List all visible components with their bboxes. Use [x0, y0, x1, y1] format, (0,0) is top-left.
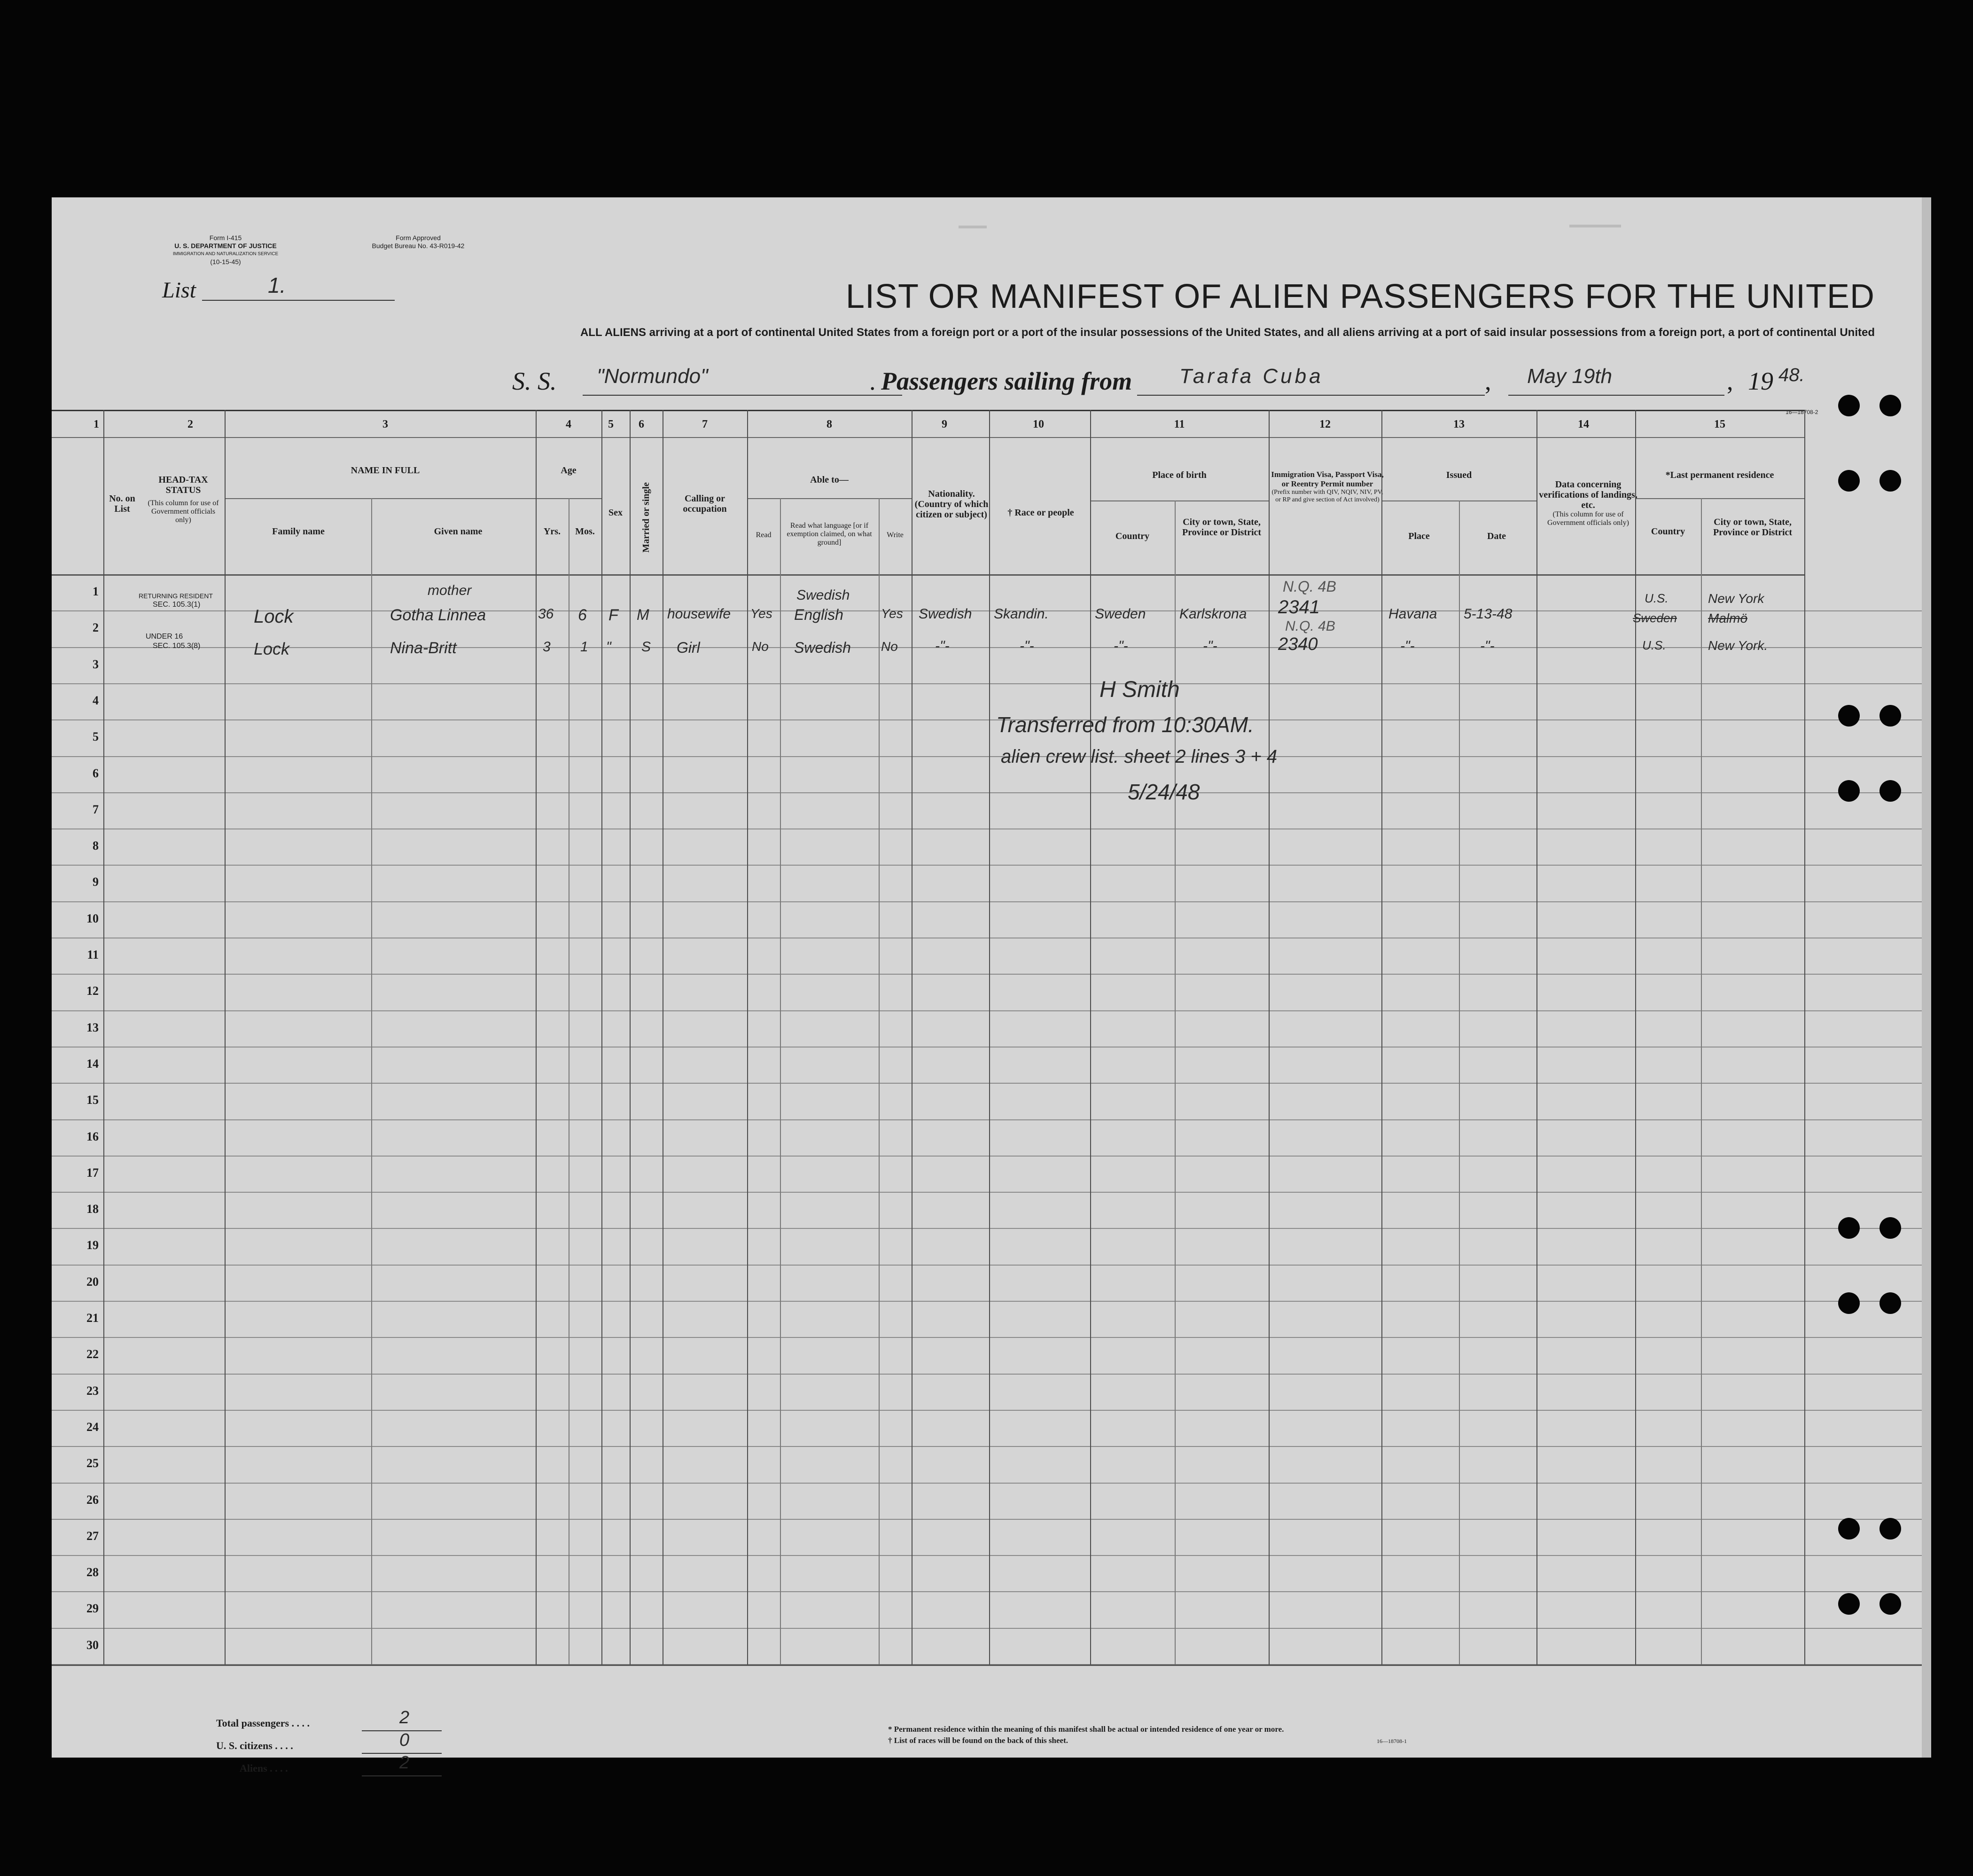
header-landings-note: (This column for use of Government officials only) [1547, 510, 1629, 527]
header-visa-note: (Prefix number with QIV, NQIV, NIV, PV, or RP and give section of Act involved) [1271, 489, 1383, 503]
vline-7 [630, 410, 631, 1665]
header-no-on-list: No. on List [109, 493, 135, 514]
row2-married: S [641, 639, 651, 655]
dot-separator: . [869, 367, 876, 395]
row1-language-top: Swedish [796, 587, 850, 603]
row-line [52, 647, 1922, 648]
row1-sex: F [608, 606, 618, 624]
header-able-to: Able to— [810, 475, 849, 485]
row-line [52, 683, 1922, 684]
colnum-rule [52, 437, 1804, 438]
row-line [52, 756, 1922, 757]
punch-hole [1879, 395, 1901, 416]
header-res-country: Country [1651, 526, 1685, 537]
vline-17 [1381, 410, 1382, 1665]
page-subtitle: ALL ALIENS arriving at a port of continental United States from a foreign port or a port of the insular possessions of the United States, and all aliens arriving at a port of said insular possessions from a foreign port, a port of continental United [580, 326, 1875, 339]
row2-age-mos: 1 [580, 639, 588, 655]
comma-separator: , [1485, 367, 1491, 395]
row-line [52, 1083, 1922, 1084]
sheet-edge [1922, 197, 1931, 1758]
punch-hole [1838, 395, 1860, 416]
row-number: 4 [93, 693, 99, 707]
header-read-language: Read what language [or if exemption claimed, on what ground] [787, 522, 872, 547]
row-line [52, 719, 1922, 720]
footnote-residence: * Permanent residence within the meaning of this manifest shall be actual or intended residence of one year or more. [888, 1725, 1284, 1734]
vline-15 [1175, 500, 1176, 1665]
vline-9 [747, 410, 748, 1665]
row2-issued-place: -"- [1400, 638, 1415, 654]
colnum-12: 12 [1319, 418, 1331, 430]
row-number: 20 [86, 1274, 99, 1289]
header-given-name: Given name [434, 526, 483, 537]
punch-hole [1838, 1292, 1860, 1314]
row-number: 26 [86, 1493, 99, 1507]
row-line [52, 1119, 1922, 1120]
port-line [1137, 395, 1485, 396]
row-line [52, 1374, 1922, 1375]
ship-name: "Normundo" [597, 365, 708, 388]
row-number: 28 [86, 1565, 99, 1579]
row-number: 18 [86, 1202, 99, 1216]
row2-age-yrs: 3 [543, 639, 551, 655]
row1-language: English [794, 606, 843, 623]
header-issued: Issued [1446, 470, 1472, 480]
row1-given-note: mother [428, 583, 472, 598]
row-line [52, 1446, 1922, 1447]
row-line [52, 1519, 1922, 1520]
row-line [52, 1483, 1922, 1484]
vline-14 [1090, 410, 1091, 1665]
row-line [52, 1337, 1922, 1338]
row2-issued-date: -"- [1480, 638, 1495, 654]
form-approval: Form Approved [396, 234, 441, 242]
vline-3 [371, 498, 372, 1665]
row1-age-yrs: 36 [538, 606, 554, 622]
row1-given-name: Gotha Linnea [390, 606, 486, 624]
aliens-value: 2 [399, 1753, 410, 1773]
punch-hole [1879, 1593, 1901, 1615]
row-number: 11 [87, 948, 99, 961]
row-line [52, 865, 1922, 866]
row-line [52, 1591, 1922, 1592]
comma-separator-2: , [1727, 367, 1733, 395]
aliens-label: Aliens . . . . [240, 1762, 288, 1774]
row2-head-tax: UNDER 16 [146, 633, 183, 641]
row2-birth-city: -"- [1203, 638, 1217, 654]
row1-issued-date: 5-13-48 [1464, 606, 1513, 622]
ss-label: S. S. [512, 367, 557, 395]
vline-6 [601, 410, 602, 1665]
row-number: 5 [93, 730, 99, 744]
vline-11 [879, 498, 880, 1665]
row1-family-name: Lock [254, 606, 294, 627]
us-citizens-label: U. S. citizens . . . . [216, 1740, 293, 1751]
row-number: 22 [86, 1347, 99, 1361]
row1-head-tax: RETURNING RESIDENT [139, 592, 213, 600]
row2-visa-top: N.Q. 4B [1285, 618, 1335, 634]
row-number: 14 [86, 1056, 99, 1071]
annotation-signature: H Smith [1100, 677, 1180, 702]
row2-language: Swedish [794, 639, 851, 656]
header-visa-title: Immigration Visa, Passport Visa, or Reentry Permit number [1271, 470, 1384, 488]
colnum-13: 13 [1453, 418, 1465, 430]
print-code: 16—18708-2 [1786, 409, 1818, 415]
departure-date: May 19th [1527, 365, 1612, 388]
vline-2 [225, 410, 226, 1665]
row2-head-tax-sec: SEC. 105.3(8) [153, 642, 201, 650]
row2-calling: Girl [677, 639, 700, 656]
vline-18 [1459, 500, 1460, 1665]
punch-hole [1879, 1518, 1901, 1540]
total-passengers-value: 2 [399, 1708, 410, 1727]
punch-hole [1838, 705, 1860, 727]
header-birth-city: City or town, State, Province or District [1182, 517, 1262, 538]
row-line [52, 792, 1922, 793]
punch-hole [1838, 1518, 1860, 1540]
form-number: Form I-415 [209, 234, 242, 242]
row1-write: Yes [881, 606, 903, 621]
row1-calling: housewife [667, 606, 731, 622]
header-issued-date: Date [1487, 531, 1506, 541]
table-bottom-rule [52, 1665, 1922, 1666]
punch-hole [1879, 705, 1901, 727]
annotation-line-3: 5/24/48 [1128, 780, 1200, 804]
row2-sex: " [606, 639, 611, 655]
row-number: 7 [93, 802, 99, 816]
header-issued-place: Place [1408, 531, 1430, 541]
vline-22 [1804, 410, 1805, 1665]
colnum-14: 14 [1578, 418, 1589, 430]
header-visa [1271, 470, 1384, 504]
vline-20 [1635, 410, 1636, 1665]
row-number: 15 [86, 1093, 99, 1107]
colnum-5: 5 [608, 418, 614, 430]
row1-res-country-b: Sweden [1633, 611, 1677, 625]
colnum-4: 4 [566, 418, 571, 430]
footnote-races: † List of races will be found on the back of this sheet. [888, 1736, 1068, 1745]
vline-10 [780, 498, 781, 1665]
manifest-sheet [52, 197, 1922, 1774]
department: U. S. DEPARTMENT OF JUSTICE [174, 242, 277, 250]
punch-hole [1879, 470, 1901, 492]
row1-res-country-a: U.S. [1645, 591, 1669, 605]
row-line [52, 1156, 1922, 1157]
row-number: 27 [86, 1529, 99, 1543]
year-prefix: 19 [1748, 367, 1773, 395]
row-line [52, 1010, 1922, 1011]
row-number: 29 [86, 1602, 99, 1616]
row-line [52, 1628, 1922, 1629]
list-label: List [162, 278, 196, 303]
header-head-tax [143, 475, 223, 524]
smudge-mark [959, 226, 987, 228]
vline-4 [536, 410, 537, 1665]
punch-hole [1838, 1217, 1860, 1239]
punch-hole [1879, 780, 1901, 802]
header-read: Read [756, 531, 772, 539]
header-age: Age [561, 465, 577, 476]
row-number: 3 [93, 657, 99, 671]
row-number: 23 [86, 1384, 99, 1398]
row1-issued-place: Havana [1388, 606, 1437, 622]
row1-married: M [637, 606, 649, 623]
colnum-7: 7 [702, 418, 708, 430]
header-residence: *Last permanent residence [1665, 470, 1774, 480]
row-number: 8 [93, 839, 99, 853]
row1-res-city-b: Malmö [1708, 611, 1748, 625]
total-passengers-label: Total passengers . . . . [216, 1717, 310, 1729]
form-date: (10-15-45) [210, 258, 241, 266]
list-number: 1. [268, 273, 286, 297]
row2-visa: 2340 [1278, 634, 1318, 654]
row-number: 19 [86, 1238, 99, 1252]
row1-age-mos: 6 [578, 606, 587, 624]
colnum-11: 11 [1174, 418, 1185, 430]
punch-hole [1838, 1593, 1860, 1615]
ship-name-line [583, 395, 902, 396]
subheader-line-residence [1635, 498, 1804, 499]
vline-21 [1701, 498, 1702, 1665]
header-family-name: Family name [272, 526, 325, 537]
row2-res-country: U.S. [1642, 638, 1666, 652]
row-number: 12 [86, 984, 99, 998]
row-number: 21 [86, 1311, 99, 1325]
annotation-line-1: Transferred from 10:30AM. [996, 712, 1254, 737]
top-rule [52, 410, 1804, 411]
row-number: 16 [86, 1129, 99, 1143]
vline-16 [1269, 410, 1270, 1665]
row-line [52, 974, 1922, 975]
punch-hole [1838, 470, 1860, 492]
header-race: † Race or people [1007, 508, 1074, 518]
header-landings-title: Data concerning verifications of landings, etc. [1539, 479, 1638, 510]
header-nationality: Nationality. (Country of which citizen or subject) [914, 489, 989, 520]
vline-1 [103, 410, 104, 1665]
row-number: 2 [93, 621, 99, 635]
row-line [52, 1228, 1922, 1229]
header-mos: Mos. [575, 526, 595, 537]
budget-number: Budget Bureau No. 43-R019-42 [372, 242, 465, 250]
colnum-9: 9 [942, 418, 947, 430]
sailing-label: Passengers sailing from [881, 367, 1132, 395]
header-married: Married or single [641, 482, 651, 553]
header-place-of-birth: Place of birth [1152, 470, 1207, 480]
header-head-tax-title: HEAD-TAX STATUS [158, 475, 208, 495]
row-number: 6 [93, 766, 99, 780]
row-number: 24 [86, 1420, 99, 1434]
header-landings [1536, 479, 1640, 527]
row-line [52, 1265, 1922, 1266]
row2-res-city: New York. [1708, 638, 1768, 653]
row-number: 30 [86, 1638, 99, 1652]
row-number: 10 [86, 911, 99, 925]
list-number-line [202, 300, 395, 301]
row-number: 25 [86, 1456, 99, 1470]
us-citizens-value: 0 [399, 1730, 410, 1750]
footnote-code: 16—18708-1 [1377, 1738, 1407, 1744]
punch-hole [1838, 780, 1860, 802]
colnum-2: 2 [187, 418, 193, 430]
date-line [1508, 395, 1724, 396]
row-line [52, 1192, 1922, 1193]
row1-birth-country: Sweden [1095, 606, 1146, 622]
colnum-10: 10 [1033, 418, 1044, 430]
row2-given-name: Nina-Britt [390, 639, 457, 657]
punch-hole [1879, 1292, 1901, 1314]
header-sex: Sex [608, 508, 623, 518]
vline-13 [989, 410, 990, 1665]
header-calling: Calling or occupation [683, 493, 727, 514]
row2-write: No [881, 639, 898, 654]
header-bottom-rule [52, 574, 1804, 576]
colnum-8: 8 [827, 418, 832, 430]
row1-res-city-a: New York [1708, 591, 1764, 606]
row1-visa-top: N.Q. 4B [1283, 578, 1336, 595]
row1-nationality: Swedish [919, 606, 972, 622]
row1-head-tax-sec: SEC. 105.3(1) [153, 601, 201, 609]
colnum-6: 6 [639, 418, 644, 430]
row-line [52, 1410, 1922, 1411]
header-res-city: City or town, State, Province or District [1713, 517, 1793, 538]
row2-read: No [752, 639, 769, 654]
colnum-3: 3 [382, 418, 388, 430]
row-number: 17 [86, 1165, 99, 1180]
row2-family-name: Lock [254, 639, 290, 658]
subheader-line-birth [1090, 500, 1269, 501]
row2-birth-country: -"- [1114, 638, 1128, 654]
row2-nationality: -"- [935, 638, 950, 654]
header-birth-country: Country [1115, 531, 1150, 541]
row-line [52, 901, 1922, 902]
row1-race: Skandin. [994, 606, 1049, 622]
row2-race: -"- [1020, 638, 1034, 654]
form-meta-left [141, 234, 310, 266]
row-number: 9 [93, 875, 99, 889]
annotation-line-2: alien crew list. sheet 2 lines 3 + 4 [1001, 746, 1278, 767]
colnum-15: 15 [1714, 418, 1725, 430]
year-suffix: 48. [1778, 365, 1805, 385]
subheader-line-able [747, 498, 912, 499]
row1-birth-city: Karlskrona [1179, 606, 1247, 622]
service: IMMIGRATION AND NATURALIZATION SERVICE [172, 251, 279, 257]
punch-hole [1879, 1217, 1901, 1239]
colnum-1: 1 [94, 418, 99, 430]
page-title: LIST OR MANIFEST OF ALIEN PASSENGERS FOR THE UNITED [845, 278, 1875, 315]
vline-19 [1536, 410, 1537, 1665]
departure-port: Tarafa Cuba [1179, 365, 1324, 388]
header-head-tax-note: (This column for use of Government officials only) [148, 499, 219, 524]
row1-read: Yes [750, 606, 772, 621]
header-write: Write [887, 531, 904, 539]
row-line [52, 1301, 1922, 1302]
row1-visa: 2341 [1278, 597, 1320, 618]
form-meta-right [334, 234, 503, 250]
header-yrs: Yrs. [543, 526, 561, 537]
subheader-line-name [226, 498, 545, 499]
row-number: 1 [93, 585, 99, 598]
row-line [52, 1555, 1922, 1556]
row-number: 13 [86, 1020, 99, 1034]
smudge-mark [1569, 225, 1621, 227]
aliens-line [362, 1775, 442, 1776]
header-name-in-full: NAME IN FULL [351, 465, 420, 476]
